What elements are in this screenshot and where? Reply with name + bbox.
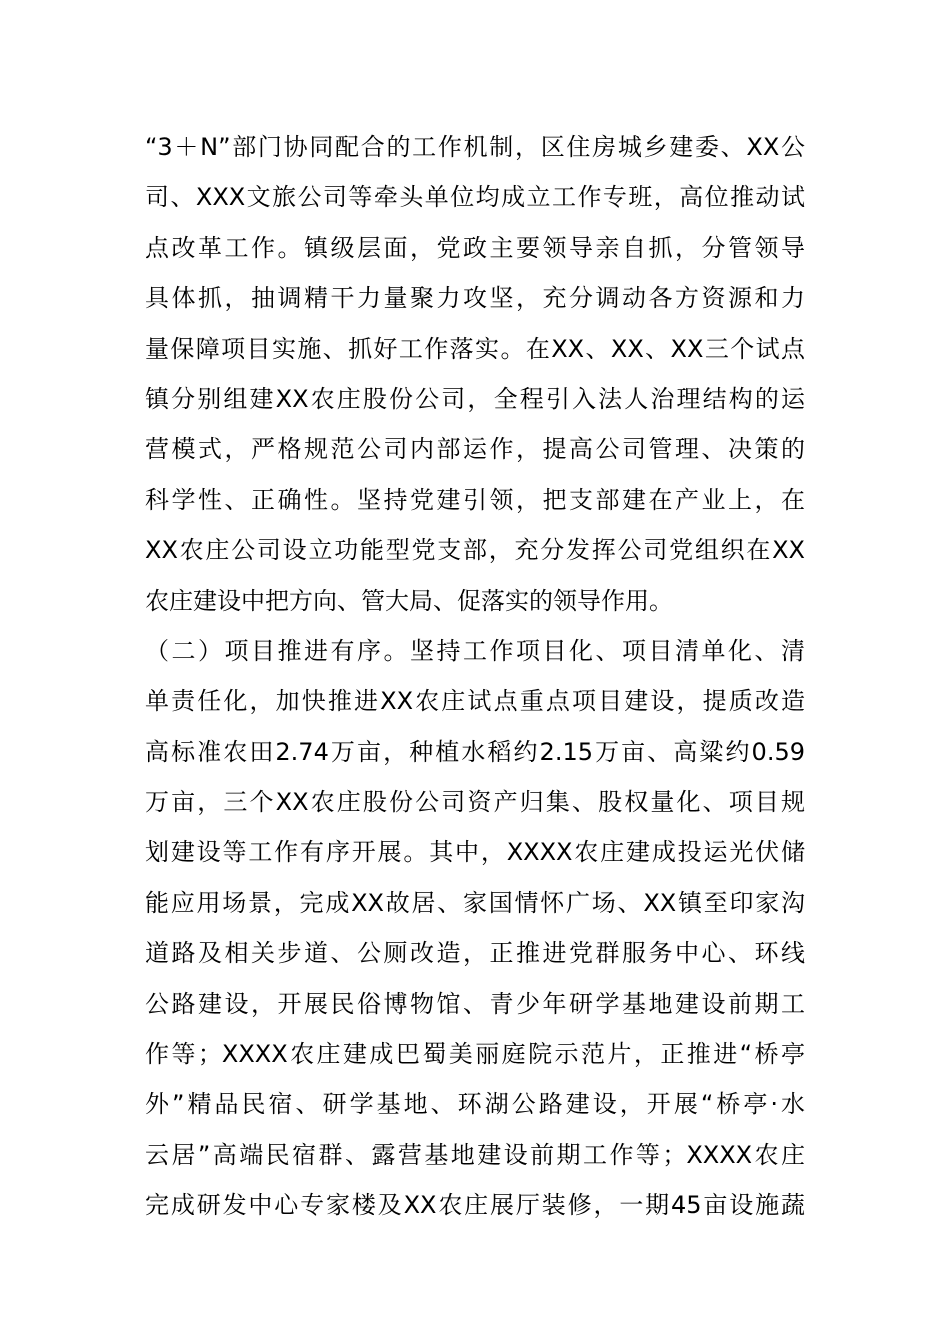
- text-line: 高标准农田2.74万亩，种植水稻约2.15万亩、高粱约0.59: [145, 737, 805, 766]
- text-line: 农庄建设中把方向、管大局、促落实的领导作用。: [145, 586, 673, 615]
- text-line: 点改革工作。镇级层面，党政主要领导亲自抓，分管领导: [145, 233, 805, 262]
- text-line: 完成研发中心专家楼及XX农庄展厅装修，一期45亩设施蔬: [145, 1191, 805, 1220]
- text-line: 具体抓，抽调精干力量聚力攻坚，充分调动各方资源和力: [145, 284, 805, 313]
- text-line: 云居”高端民宿群、露营基地建设前期工作等；XXXX农庄: [145, 1140, 805, 1169]
- section-heading-line: （二）项目推进有序。坚持工作项目化、项目清单化、清: [145, 636, 805, 665]
- text-line: “3＋N”部门协同配合的工作机制，区住房城乡建委、XX公: [145, 133, 805, 161]
- text-line: 单责任化，加快推进XX农庄试点重点项目建设，提质改造: [145, 687, 805, 716]
- document-body: [145, 122, 805, 1231]
- paragraph-work-mechanism: [145, 122, 805, 626]
- paragraph-project-progress: [145, 626, 805, 1231]
- text-line: 作等；XXXX农庄建成巴蜀美丽庭院示范片，正推进“桥亭: [145, 1040, 805, 1069]
- text-line: 公路建设，开展民俗博物馆、青少年研学基地建设前期工: [145, 989, 805, 1018]
- text-line: 镇分别组建XX农庄股份公司，全程引入法人治理结构的运: [145, 384, 805, 413]
- text-line: 外”精品民宿、研学基地、环湖公路建设，开展“桥亭·水: [145, 1090, 805, 1119]
- text-line: 司、XXX文旅公司等牵头单位均成立工作专班，高位推动试: [145, 183, 805, 212]
- text-line: 科学性、正确性。坚持党建引领，把支部建在产业上，在: [145, 485, 805, 514]
- text-line: XX农庄公司设立功能型党支部，充分发挥公司党组织在XX: [145, 536, 805, 565]
- text-line: 划建设等工作有序开展。其中，XXXX农庄建成投运光伏储: [145, 838, 805, 867]
- text-line: 能应用场景，完成XX故居、家国情怀广场、XX镇至印家沟: [145, 888, 805, 917]
- text-line: 量保障项目实施、抓好工作落实。在XX、XX、XX三个试点: [145, 334, 805, 363]
- text-line: 道路及相关步道、公厕改造，正推进党群服务中心、环线: [145, 939, 805, 968]
- text-line: 营模式，严格规范公司内部运作，提高公司管理、决策的: [145, 435, 805, 464]
- text-line: 万亩，三个XX农庄股份公司资产归集、股权量化、项目规: [145, 788, 805, 817]
